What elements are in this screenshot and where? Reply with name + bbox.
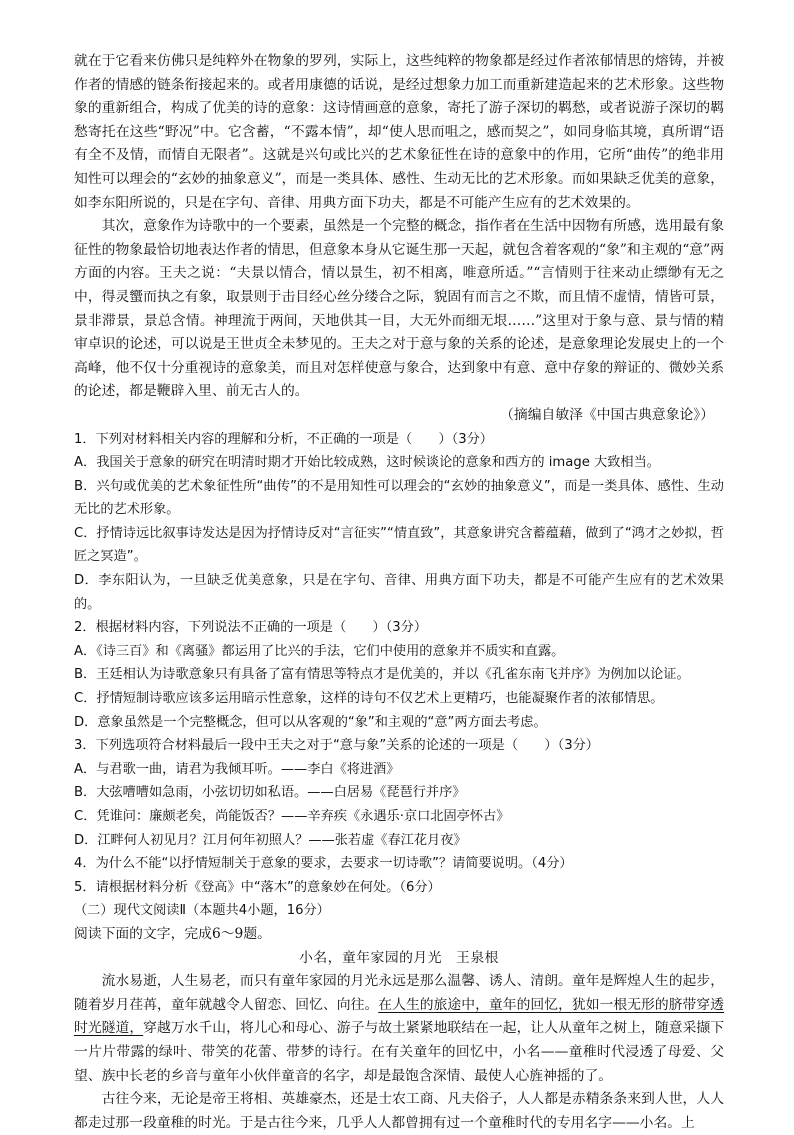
question-1-option-d: D．李东阳认为，一旦缺乏优美意象，只是在字句、音律、用典方面下功夫，都是不可能产生应有的艺术效果的。 xyxy=(74,573,724,612)
passage-paragraph: 其次，意象作为诗歌中的一个要素，虽然是一个完整的概念，指作者在生活中因物有所感，选用最有象征性的物象最恰切地表达作者的情思，但意象本身从它诞生那一天起，就包含着客观的“象”和主观的“意”两方面的内容。王夫之说：“夫景以情合，情以景生，初不相离，唯意所适。”“言情则于往来动止缥缈有无之中，得灵蠁而执之有象，取景则于击目经心丝分缕合之际，貌固有而言之不欺，而且情不虚情，情皆可景，景非滞景，景总含情。神理流于两间，天地供其一目，大无外而细无垠……”这里对于象与意、景与情的精审卓识的论述，可以说是王世贞全未梦见的。王夫之对于意与象的关系的论述，是意象理论发展史上的一个高峰，他不仅十分重视诗的意象美，而且对怎样使意与象合，达到象中有意、意中存象的辩证的、微妙关系的论述，都是鞭辟入里、前无古人的。 xyxy=(74,218,724,400)
section-instruction: 阅读下面的文字，完成6～9题。 xyxy=(74,925,271,942)
underlined-sentence: 在人生的旅途中，童年的回忆，犹如一根无形的脐带穿透时光隧道， xyxy=(74,996,725,1037)
question-3-option-b: B．大弦嘈嘈如急雨，小弦切切如私语。——白居易《琵琶行并序》 xyxy=(74,785,466,801)
question-2-option-a: A．《诗三百》和《离骚》都运用了比兴的手法，它们中使用的意象并不质实和直露。 xyxy=(74,643,565,659)
question-2-option-b: B．王廷相认为诗歌意象只有具备了富有情思等特点才是优美的，并以《孔雀东南飞并序》为例加以论证。 xyxy=(74,667,690,683)
question-3-stem: 3．下列选项符合材料最后一段中王夫之对于“意与象”关系的论述的一项是（ ）（3分） xyxy=(74,738,599,754)
question-1-option-c: C．抒情诗远比叙事诗发达是因为抒情诗反对“言征实”“情直致”，其意象讲究含蓄蕴藉，做到了“鸿才之妙拟，哲匠之冥造”。 xyxy=(74,525,724,565)
story-author: 王泉根 xyxy=(456,949,499,966)
story-paragraph: 古往今来，无论是帝王将相、英雄豪杰，还是士农工商、凡夫俗子，人人都是赤精条条来到人世，人人都走过那一段童稚的时光。于是古往今来，几乎人人都曾拥有过一个童稚时代的专用名字——小名。上 xyxy=(74,1091,724,1131)
question-2-stem: 2．根据材料内容，下列说法不正确的一项是（ ）（3分） xyxy=(74,620,428,636)
question-1-option-a: A．我国关于意象的研究在明清时期才开始比较成熟，这时候谈论的意象和西方的 image 大致相当。 xyxy=(74,455,660,471)
question-3-option-c: C．凭谁问：廉颇老矣，尚能饭否？——辛弃疾《永遇乐·京口北固亭怀古》 xyxy=(74,809,510,824)
question-3-option-d: D．江畔何人初见月？江月何年初照人？——张若虚《春江花月夜》 xyxy=(74,832,467,848)
question-2-option-d: D．意象虽然是一个完整概念，但可以从客观的“象”和主观的“意”两方面去考虑。 xyxy=(74,714,547,730)
document-page xyxy=(74,50,724,1135)
question-5: 5．请根据材料分析《登高》中“落木”的意象妙在何处。（6分） xyxy=(74,879,441,895)
story-text: 流水易逝，人生易老，而只有童年家园的月光永远是那么温馨、诱人、清朗。童年是辉煌人生的起步，随着岁月荏苒，童年就越令人留恋、回忆、向往。 xyxy=(74,973,724,1013)
question-1-option-b: B．兴句或优美的艺术象征性所“曲传”的不是用知性可以理会的“玄妙的抽象意义”，而是一类具体、感性、生动无比的艺术形象。 xyxy=(74,478,724,518)
section-heading: （二）现代文阅读Ⅱ（本题共4小题，16分） xyxy=(74,903,330,919)
question-3-option-a: A．与君歌一曲，请君为我倾耳听。——李白《将进酒》 xyxy=(74,761,400,777)
passage-source: （摘编自敏泽《中国古典意象论》） xyxy=(500,406,714,423)
story-title: 小名，童年家园的月光 xyxy=(299,949,443,966)
question-4: 4．为什么不能“以抒情短制关于意象的要求，去要求一切诗歌”？请简要说明。（4分） xyxy=(74,856,573,872)
question-1-stem: 1．下列对材料相关内容的理解和分析，不正确的一项是（ ）（3分） xyxy=(74,431,493,447)
story-title-line xyxy=(74,947,724,971)
story-paragraph xyxy=(74,970,724,1088)
question-2-option-c: C．抒情短制诗歌应该多运用暗示性意象，这样的诗句不仅艺术上更精巧，也能凝聚作者的浓郁情思。 xyxy=(74,691,664,707)
passage-paragraph: 就在于它看来仿佛只是纯粹外在物象的罗列，实际上，这些纯粹的物象都是经过作者浓郁情思的熔铸，并被作者的情感的链条衔接起来的。或者用康德的话说，是经过想象力加工而重新建造起来的艺术形象。这些物象的重新组合，构成了优美的诗的意象：这诗情画意的意象，寄托了游子深切的羁愁，或者说游子深切的羁愁寄托在这些“野况”中。它含蓄，“不露本情”，却“使人思而咀之，感而契之”，如同身临其境，真所谓“语有全不及情，而情自无限者”。这就是兴句或比兴的艺术象征性在诗的意象中的作用，它所“曲传”的绝非用知性可以理会的“玄妙的抽象意义”，而是一类具体、感性、生动无比的艺术形象。而如果缺乏优美的意象，如李东阳所说的，只是在字句、音律、用典方面下功夫，都是不可能产生应有的艺术效果的。 xyxy=(74,53,724,211)
story-text: 穿越万水千山，将儿心和母心、游子与故土紧紧地联结在一起，让人从童年之树上，随意采撷下一片片带露的绿叶、带笑的花蕾、带梦的诗行。在有关童年的回忆中，小名——童稚时代浸透了母爱、父望、族中长老的乡音与童年小伙伴童音的名字，却是最饱含深情、最使人心旌神摇的了。 xyxy=(74,1020,725,1084)
